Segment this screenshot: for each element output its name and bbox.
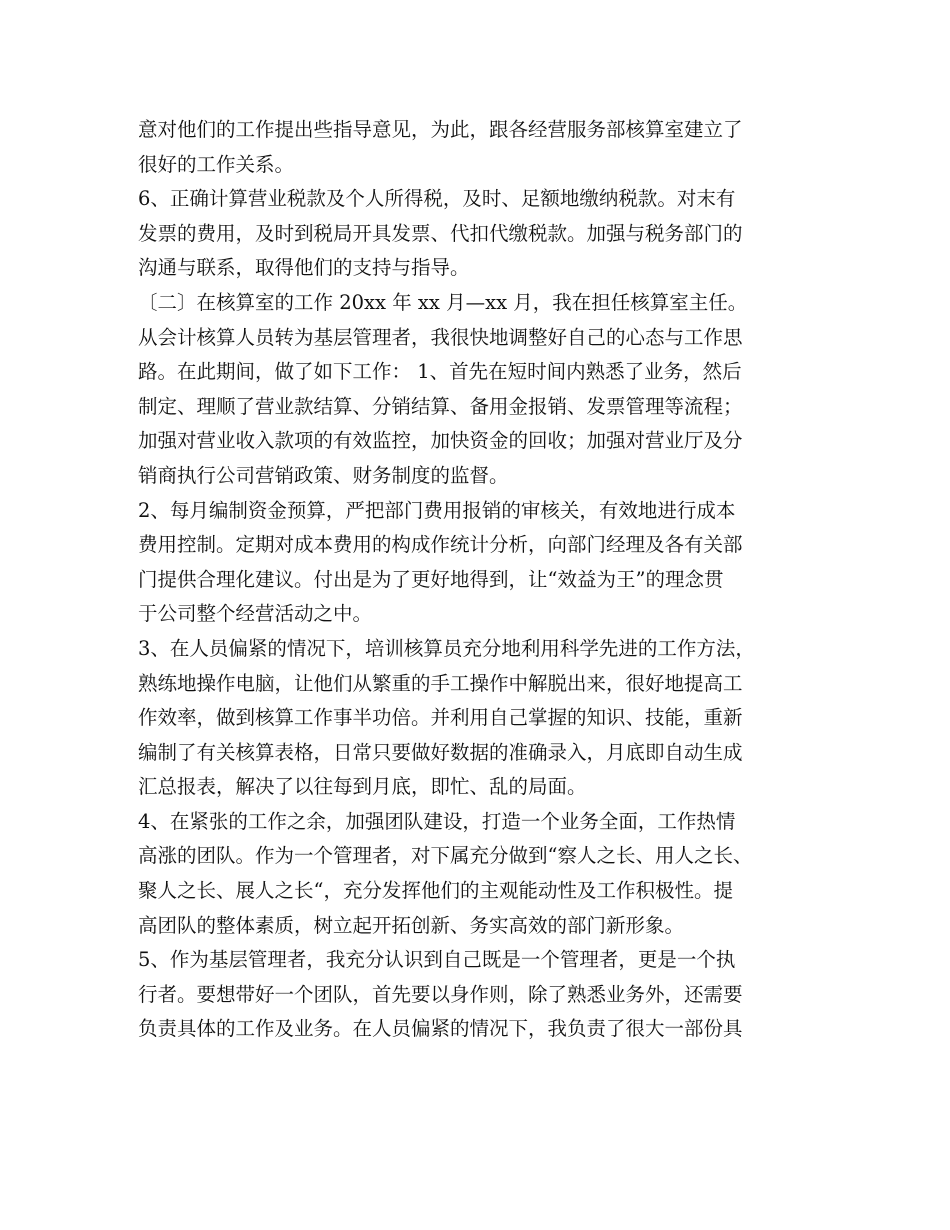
text-line: 加强对营业收入款项的有效监控，加快资金的回收；加强对营业厅及分 [138, 429, 743, 453]
text-line: 3、在人员偏紧的情况下，培训核算员充分地利用科学先进的工作方法， [138, 636, 755, 660]
text-line: 高涨的团队。作为一个管理者，对下属充分做到“察人之长、用人之长、 [138, 844, 753, 868]
text-line: 高团队的整体素质，树立起开拓创新、务实高效的部门新形象。 [138, 913, 685, 937]
text-line: 作效率，做到核算工作事半功倍。并利用自己掌握的知识、技能，重新 [138, 706, 743, 730]
text-line: 意对他们的工作提出些指导意见，为此，跟各经营服务部核算室建立了 [138, 118, 743, 141]
text-line: 行者。要想带好一个团队，首先要以身作则，除了熟悉业务外，还需要 [138, 982, 743, 1006]
text-line: 于公司整个经营活动之中。 [138, 602, 373, 626]
text-line: 汇总报表，解决了以往每到月底，即忙、乱的局面。 [138, 775, 587, 799]
text-line: 从会计核算人员转为基层管理者，我很快地调整好自己的心态与工作思 [138, 325, 743, 349]
text-line: 熟练地操作电脑，让他们从繁重的手工操作中解脱出来，很好地提高工 [138, 671, 743, 695]
document-body [138, 113, 818, 1047]
text-line: 很好的工作关系。 [138, 152, 295, 176]
text-line: 发票的费用，及时到税局开具发票、代扣代缴税款。加强与税务部门的 [138, 221, 743, 245]
text-line: 沟通与联系，取得他们的支持与指导。 [138, 256, 470, 280]
text-line: 费用控制。定期对成本费用的构成作统计分析，向部门经理及各有关部 [138, 533, 743, 557]
text-line: 销商执行公司营销政策、财务制度的监督。 [138, 463, 509, 487]
text-line: 〔二〕在核算室的工作 20xx 年 xx 月—xx 月，我在担任核算室主任。 [138, 290, 748, 314]
text-line: 制定、理顺了营业款结算、分销结算、备用金报销、发票管理等流程； [138, 394, 743, 418]
text-line: 门提供合理化建议。付出是为了更好地得到，让“效益为王”的理念贯 [138, 567, 724, 591]
text-line: 负责具体的工作及业务。在人员偏紧的情况下，我负责了很大一部份具 [138, 1017, 743, 1041]
text-line: 编制了有关核算表格，日常只要做好数据的准确录入，月底即自动生成 [138, 740, 743, 764]
text-line: 路。在此期间，做了如下工作： 1、首先在短时间内熟悉了业务，然后 [138, 360, 742, 384]
text-line: 2、每月编制资金预算，严把部门费用报销的审核关，有效地进行成本 [138, 498, 736, 522]
text-line: 4、在紧张的工作之余，加强团队建设，打造一个业务全面，工作热情 [138, 809, 736, 833]
text-line: 5、作为基层管理者，我充分认识到自己既是一个管理者，更是一个执 [138, 948, 736, 972]
text-line: 6、正确计算营业税款及个人所得税，及时、足额地缴纳税款。对末有 [138, 187, 736, 211]
text-line: 聚人之长、展人之长“，充分发挥他们的主观能动性及工作积极性。提 [138, 879, 733, 903]
